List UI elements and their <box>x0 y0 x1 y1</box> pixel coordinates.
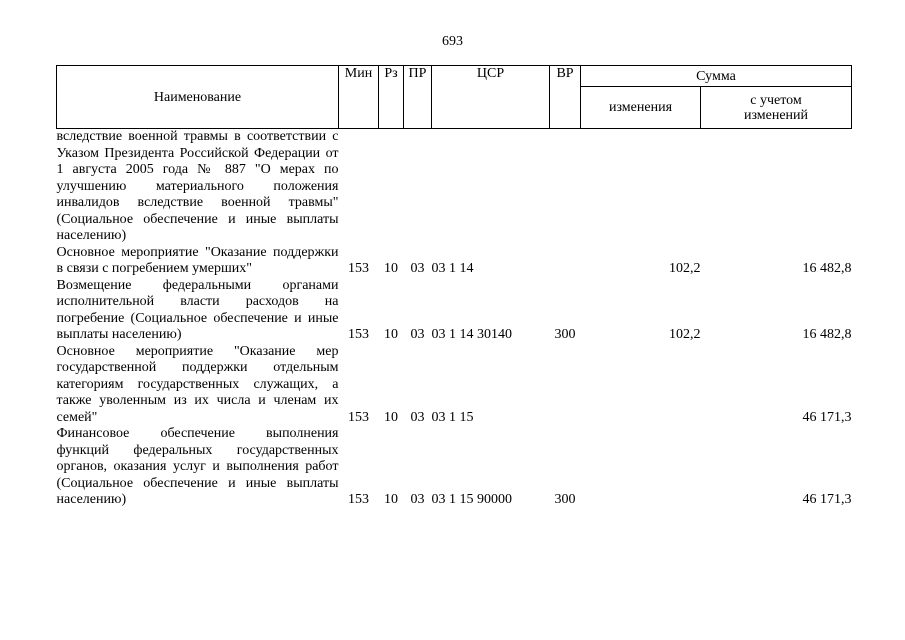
header-sum: Сумма <box>581 66 852 87</box>
cell-rz: 10 <box>384 327 398 342</box>
cell-pr <box>404 129 432 245</box>
cell-name: вследствие военной травмы в соответствии с Указом Президента Российской Федерации от 1 августа 2005 года № 887 "О мерах по улучшению материального положения инвалидов вследствие военной травмы" (Социальное обеспечение и иные выплаты населению) <box>56 129 339 243</box>
cell-min: 153 <box>348 409 369 425</box>
cell-total: 46 171,3 <box>802 409 852 425</box>
cell-csr: 03 1 14 <box>431 261 474 276</box>
cell-total: 16 482,8 <box>802 327 852 342</box>
cell-vr <box>550 245 581 278</box>
cell-name: Основное мероприятие "Оказание поддержки в связи с погребением умерших" <box>56 244 339 276</box>
header-with-change-line2: изменений <box>743 107 809 123</box>
cell-vr <box>550 344 581 427</box>
table-row <box>57 426 852 509</box>
cell-name: Финансовое обеспечение выполнения функций федеральных государственных органов, оказания услуг и выполнения работ (Социальное обеспечение и иные выплаты населению) <box>56 426 339 507</box>
cell-vr: 300 <box>554 327 576 342</box>
table-row <box>57 344 852 427</box>
cell-pr: 03 <box>410 327 425 342</box>
cell-rz: 10 <box>384 261 398 276</box>
budget-table <box>56 65 852 509</box>
cell-csr: 03 1 15 <box>431 409 474 425</box>
header-min: Мин <box>339 66 379 129</box>
cell-change <box>581 344 701 427</box>
cell-vr <box>550 129 581 245</box>
cell-rz: 10 <box>384 492 398 507</box>
cell-change: 102,2 <box>669 261 701 276</box>
table-row <box>57 278 852 344</box>
cell-vr: 300 <box>554 492 576 507</box>
cell-min <box>339 129 379 245</box>
header-name: Наименование <box>57 66 339 129</box>
cell-name: Основное мероприятие "Оказание мер государственной поддержки отдельным категориям государственных служащих, а также уволенным из их числа и членам их семей" <box>56 343 339 425</box>
cell-rz <box>379 129 404 245</box>
table-body <box>57 129 852 509</box>
cell-pr: 03 <box>410 261 425 276</box>
table-row <box>57 245 852 278</box>
header-csr: ЦСР <box>432 66 550 129</box>
header-change: изменения <box>581 87 701 129</box>
header-rz: Рз <box>379 66 404 129</box>
cell-change <box>581 426 701 509</box>
cell-total <box>701 129 852 245</box>
cell-pr: 03 <box>410 492 425 507</box>
header-with-change-line1: с учетом <box>750 92 802 108</box>
header-vr: ВР <box>550 66 581 129</box>
header-pr: ПР <box>404 66 432 129</box>
cell-min: 153 <box>348 492 369 507</box>
cell-csr <box>432 129 550 245</box>
cell-rz: 10 <box>384 409 398 425</box>
cell-name: Возмещение федеральными органами исполнительной власти расходов на погребение (Социальное обеспечение и иные выплаты населению) <box>56 277 339 342</box>
table-row <box>57 129 852 245</box>
cell-change <box>581 129 701 245</box>
cell-change: 102,2 <box>669 327 701 342</box>
table-header <box>57 66 852 129</box>
cell-min: 153 <box>348 327 369 342</box>
header-with-change <box>701 87 852 129</box>
cell-csr: 03 1 14 30140 <box>431 327 512 342</box>
cell-pr: 03 <box>410 409 425 425</box>
cell-csr: 03 1 15 90000 <box>431 492 512 507</box>
cell-total: 16 482,8 <box>802 261 852 276</box>
page-number: 693 <box>442 34 463 49</box>
cell-min: 153 <box>348 261 369 276</box>
cell-total: 46 171,3 <box>802 492 852 507</box>
